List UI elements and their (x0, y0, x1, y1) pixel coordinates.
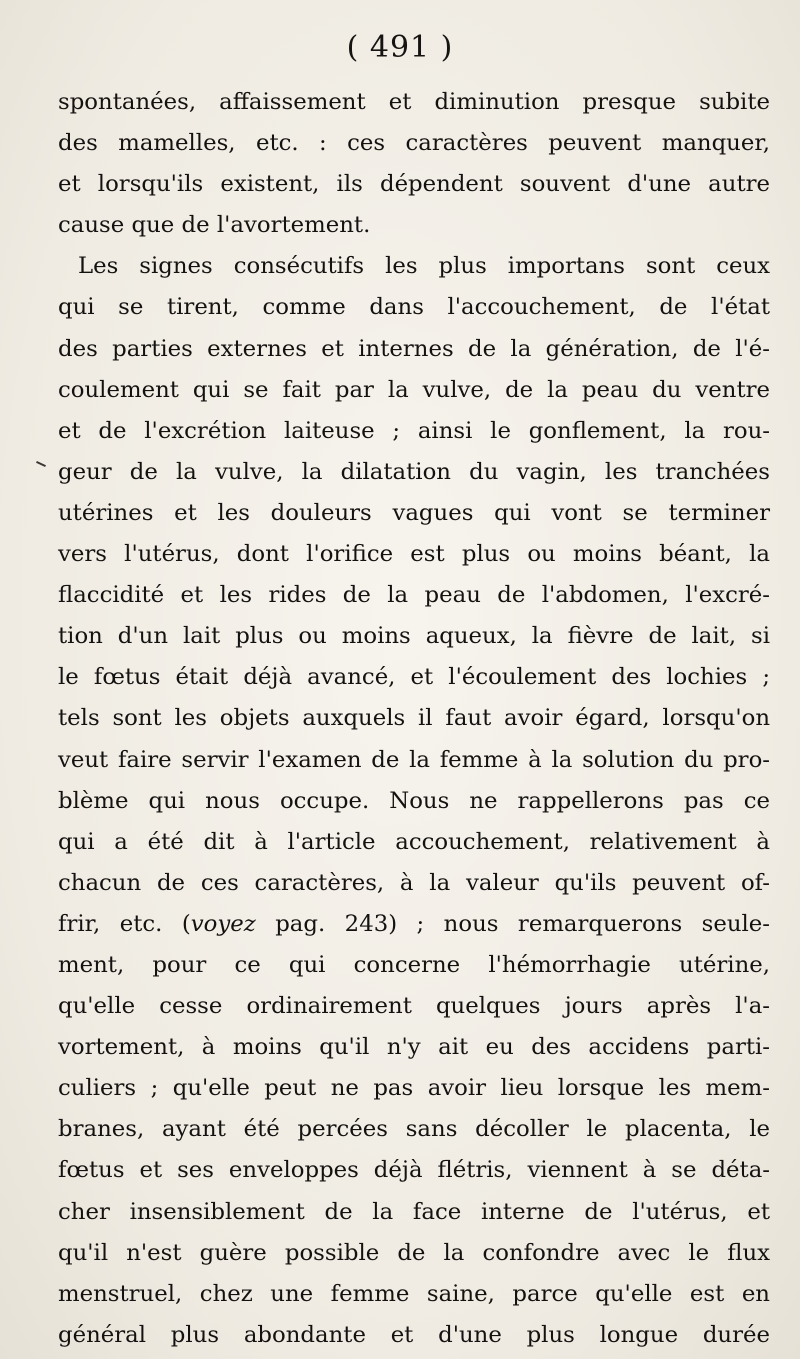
text-line: vers l'utérus, dont l'orifice est plus ou moins béant, la (58, 541, 770, 568)
text-line: blème qui nous occupe. Nous ne rappellerons pas ce (58, 787, 770, 814)
italic-word: voyez (190, 910, 256, 937)
text-line: qu'elle cesse ordinairement quelques jours après l'a- (58, 993, 770, 1020)
text-line: ment, pour ce qui concerne l'hémorrhagie utérine, (58, 951, 770, 978)
text-segment: frir, etc. ( (58, 910, 191, 937)
paragraph-start-line: Les signes consécutifs les plus importans sont ceux (78, 253, 770, 280)
text-line: culiers ; qu'elle peut ne pas avoir lieu lorsque les mem- (58, 1075, 770, 1102)
text-line-with-italic (58, 904, 770, 945)
body-text (58, 82, 770, 1356)
text-line: coulement qui se fait par la vulve, de la peau du ventre (58, 376, 770, 403)
text-line: menstruel, chez une femme saine, parce qu'elle est en (58, 1280, 770, 1307)
text-line: des mamelles, etc. : ces caractères peuvent manquer, (58, 130, 770, 157)
text-line: tion d'un lait plus ou moins aqueux, la fièvre de lait, si (58, 623, 770, 650)
text-line: qui a été dit à l'article accouchement, relativement à (58, 828, 770, 855)
text-line: cause que de l'avortement. (58, 212, 371, 239)
text-line: utérines et les douleurs vagues qui vont se terminer (58, 499, 770, 526)
text-line: branes, ayant été percées sans décoller le placenta, le (58, 1116, 770, 1143)
text-line: des parties externes et internes de la génération, de l'é- (58, 335, 770, 362)
text-line: fœtus et ses enveloppes déjà flétris, viennent à se déta- (58, 1157, 770, 1184)
text-line: flaccidité et les rides de la peau de l'abdomen, l'excré- (58, 582, 770, 609)
text-line: chacun de ces caractères, à la valeur qu'ils peuvent of- (58, 869, 770, 896)
text-line: veut faire servir l'examen de la femme à la solution du pro- (58, 746, 770, 773)
text-segment: pag. 243) ; nous remarquerons seule- (255, 910, 771, 937)
margin-mark (36, 461, 46, 467)
text-line: qu'il n'est guère possible de la confondre avec le flux (58, 1239, 770, 1266)
text-line: qui se tirent, comme dans l'accouchement, de l'état (58, 294, 770, 321)
text-line: cher insensiblement de la face interne de l'utérus, et (58, 1198, 770, 1225)
text-line: spontanées, affaissement et diminution presque subite (58, 89, 770, 115)
text-line: et lorsqu'ils existent, ils dépendent souvent d'une autre (58, 171, 770, 198)
text-line: général plus abondante et d'une plus longue durée (58, 1321, 770, 1348)
page-number: ( 491 ) (346, 30, 454, 65)
text-line: geur de la vulve, la dilatation du vagin, les tranchées (58, 458, 770, 485)
text-line: et de l'excrétion laiteuse ; ainsi le gonflement, la rou- (58, 417, 770, 444)
text-line: le fœtus était déjà avancé, et l'écoulement des lochies ; (58, 664, 770, 691)
text-line: tels sont les objets auxquels il faut avoir égard, lorsqu'on (58, 705, 770, 732)
text-line: vortement, à moins qu'il n'y ait eu des accidens parti- (58, 1034, 770, 1061)
